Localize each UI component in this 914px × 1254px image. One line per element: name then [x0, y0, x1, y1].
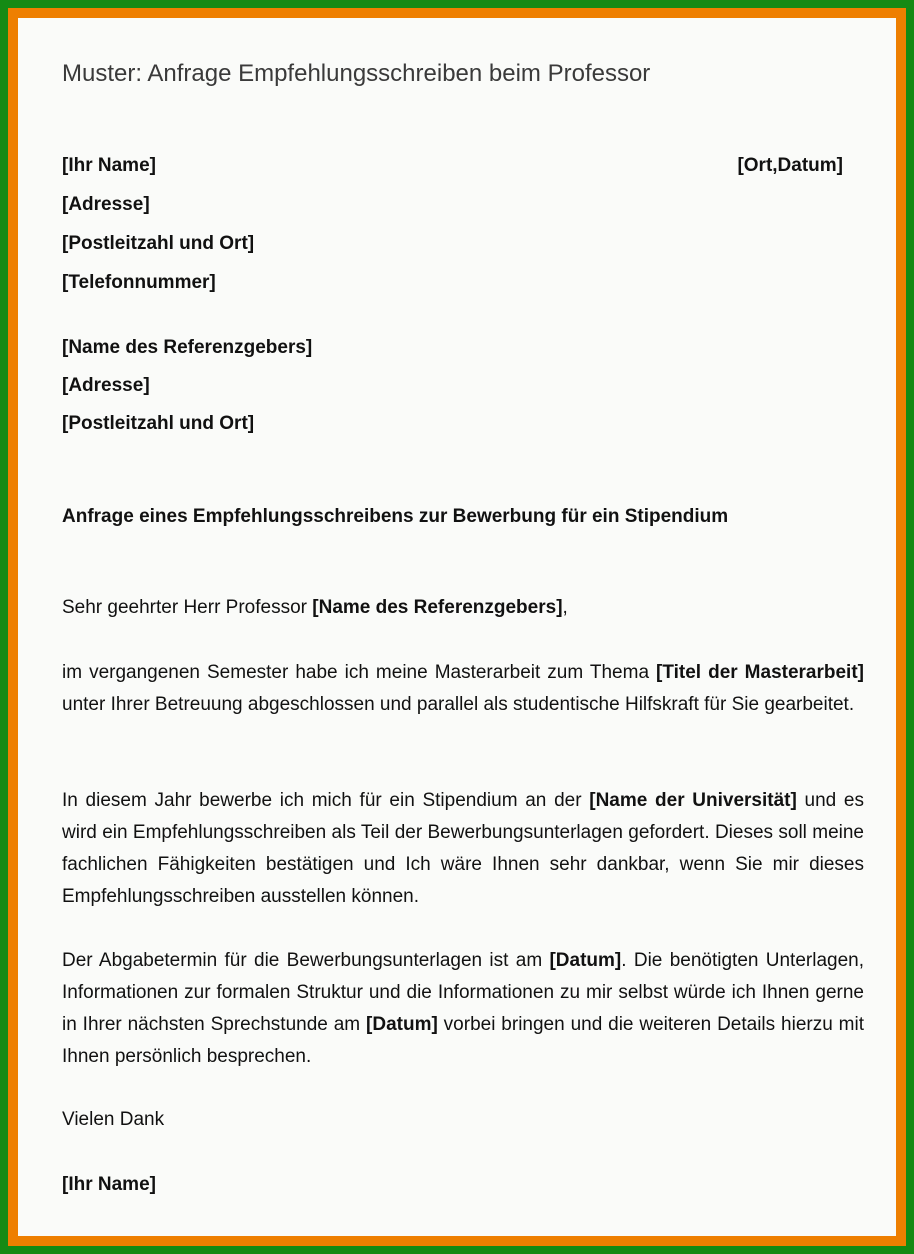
para3-text-2: . Die benötigten Unterlagen, Informationen zur formalen Struktur und die Informationen zu mir selbst würde ich Ihnen gerne in Ihrer nächsten Sprechstunde am [62, 950, 865, 1035]
para2-text-2: und es wird ein Empfehlungsschreiben als Teil der Bewerbungsunterlagen gefordert. Dieses soll meine fachlichen Fähigkeiten bestätigen und Ich wäre Ihnen sehr dankbar, wenn Sie mir dieses Empfehlungsschreiben ausstellen können. [62, 790, 864, 907]
salutation-suffix: , [562, 597, 568, 618]
page-title: Muster: Anfrage Empfehlungsschreiben beim Professor [62, 60, 651, 87]
para3-bold-2: [Datum] [366, 1014, 438, 1035]
paragraph-3 [62, 945, 864, 1073]
paragraph-2 [62, 785, 864, 913]
closing: Vielen Dank [62, 1109, 165, 1130]
para2-bold-1: [Name der Universität] [589, 790, 797, 811]
salutation [62, 597, 568, 619]
letter-subject: Anfrage eines Empfehlungsschreibens zur Bewerbung für ein Stipendium [62, 506, 729, 527]
recipient-postal: [Postleitzahl und Ort] [62, 413, 255, 434]
para3-text-1: Der Abgabetermin für die Bewerbungsunterlagen ist am [62, 950, 550, 971]
recipient-name: [Name des Referenzgebers] [62, 337, 313, 358]
sender-address: [Adresse] [62, 194, 150, 215]
salutation-prefix: Sehr geehrter Herr Professor [62, 597, 313, 618]
para3-bold-1: [Datum] [549, 950, 622, 971]
para1-text-2: unter Ihrer Betreuung abgeschlossen und parallel als studentische Hilfskraft für Sie gearbeitet. [62, 694, 855, 715]
sender-phone: [Telefonnummer] [62, 272, 216, 293]
para2-text-1: In diesem Jahr bewerbe ich mich für ein Stipendium an der [62, 790, 590, 811]
recipient-address: [Adresse] [62, 375, 150, 396]
sender-postal: [Postleitzahl und Ort] [62, 233, 255, 254]
signature-name: [Ihr Name] [62, 1174, 156, 1195]
para1-text-1: im vergangenen Semester habe ich meine Masterarbeit zum Thema [62, 662, 657, 683]
letter-page [18, 18, 896, 1236]
place-date: [Ort,Datum] [737, 155, 843, 176]
para3-text-3: vorbei bringen und die weiteren Details hierzu mit Ihnen persönlich besprechen. [62, 1014, 864, 1067]
para1-bold-1: [Titel der Masterarbeit] [656, 662, 864, 683]
salutation-name: [Name des Referenzgebers] [312, 597, 563, 618]
paragraph-1 [62, 657, 864, 721]
sender-name: [Ihr Name] [62, 155, 156, 176]
